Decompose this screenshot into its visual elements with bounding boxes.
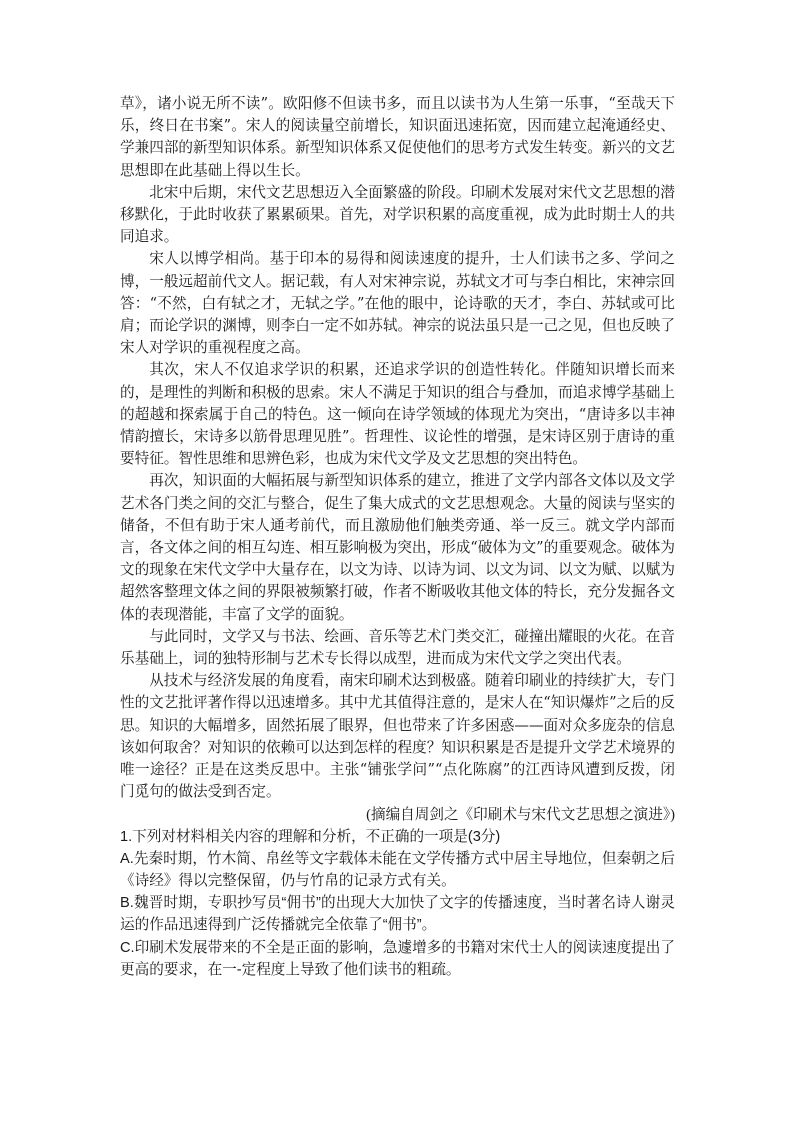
article-paragraph: 北宋中后期，宋代文艺思想迈入全面繁盛的阶段。印刷术发展对宋代文艺思想的潜移默化，于此时收获了累累硕果。首先，对学识积累的高度重视，成为此时期士人的共同追求。 [120, 183, 675, 246]
article-paragraph: 再次，知识面的大幅拓展与新型知识体系的建立，推进了文学内部各文体以及文学艺术各门类之间的交汇与整合，促生了集大成式的文艺思想观念。大量的阅读与坚实的储备，不但有助于宋人通考前代，而且激励他们触类旁通、举一反三。就文学内部而言，各文体之间的相互勾连、相互影响极为突出，形成“破体为文”的重要观念。破体为文的现象在宋代文学中大量存在，以文为诗、以诗为词、以文为词、以文为赋、以赋为超然客整理文体之间的界限被频繁打破，作者不断吸收其他文体的特长，充分发掘各文体的表现潜能，丰富了文学的面貌。 [120, 472, 675, 623]
article-paragraph: 其次，宋人不仅追求学识的积累，还追求学识的创造性转化。伴随知识增长而来的，是理性的判断和积极的思索。宋人不满足于知识的组合与叠加，而追求博学基础上的超越和探索属于自己的特色。这一倾向在诗学领域的体现尤为突出，“唐诗多以丰神情韵擅长，宋诗多以筋骨思理见胜”。哲理性、议论性的增强，是宋诗区别于唐诗的重要特征。智性思维和思辨色彩，也成为宋代文学及文艺思想的突出特色。 [120, 361, 675, 468]
article-paragraph: 从技术与经济发展的角度看，南宋印刷术达到极盛。随着印刷业的持续扩大，专门性的文艺批评著作得以迅速增多。其中尤其值得注意的，是宋人在“知识爆炸”之后的反思。知识的大幅增多，固然拓展了眼界，但也带来了许多困惑——面对众多庞杂的信息该如何取舍？对知识的依赖可以达到怎样的程度？知识积累是否是提升文学艺术境界的唯一途径？正是在这类反思中。主张“铺张学问”“点化陈腐”的江西诗风遭到反拨，闭门觅句的做法受到否定。 [120, 672, 675, 801]
question-option-b: B.魏晋时期，专职抄写员“佣书”的出现大大加快了文字的传播速度，当时著名诗人谢灵运的作品迅速得到广泛传播就完全依靠了“佣书”。 [120, 895, 675, 934]
article-paragraph: 宋人以博学相尚。基于印本的易得和阅读速度的提升，士人们读书之多、学问之博，一般远超前代文人。据记载，有人对宋神宗说，苏轼文才可与李白相比，宋神宗回答：“不然，白有轼之才，无轼之学。”在他的眼中，论诗歌的天才，李白、苏轼或可比肩；而论学识的渊博，则李白一定不如苏轼。神宗的说法虽只是一己之见，但也反映了宋人对学识的重视程度之高。 [120, 250, 675, 357]
article-source: (摘编自周剑之《印刷术与宋代文艺思想之演进》) [366, 806, 675, 823]
article-paragraph: 草》，诸小说无所不读”。欧阳修不但读书多，而且以读书为人生第一乐事，“至哉天下乐，终日在书案”。宋人的阅读量空前增长，知识面迅速拓宽，因而建立起淹通经史、学兼四部的新型知识体系。新型知识体系又促使他们的思考方式发生转变。新兴的文艺思想即在此基础上得以生长。 [120, 95, 675, 179]
question-stem: 1.下列对材料相关内容的理解和分析，不正确的一项是(3分) [120, 828, 501, 845]
question-option-c: C.印刷术发展带来的不全是正面的影响，急遽增多的书籍对宋代士人的阅读速度提出了更高的要求，在一-定程度上导致了他们读书的粗疏。 [120, 939, 675, 978]
question-option-a: A.先秦时期，竹木简、帛丝等文字载体未能在文学传播方式中居主导地位，但秦朝之后《诗经》得以完整保留，仍与竹帛的记录方式有关。 [120, 850, 675, 889]
article-body [120, 93, 675, 981]
article-paragraph: 与此同时，文学又与书法、绘画、音乐等艺术门类交汇，碰撞出耀眼的火花。在音乐基础上，词的独特形制与艺术专长得以成型，进而成为宋代文学之突出代表。 [120, 627, 675, 668]
